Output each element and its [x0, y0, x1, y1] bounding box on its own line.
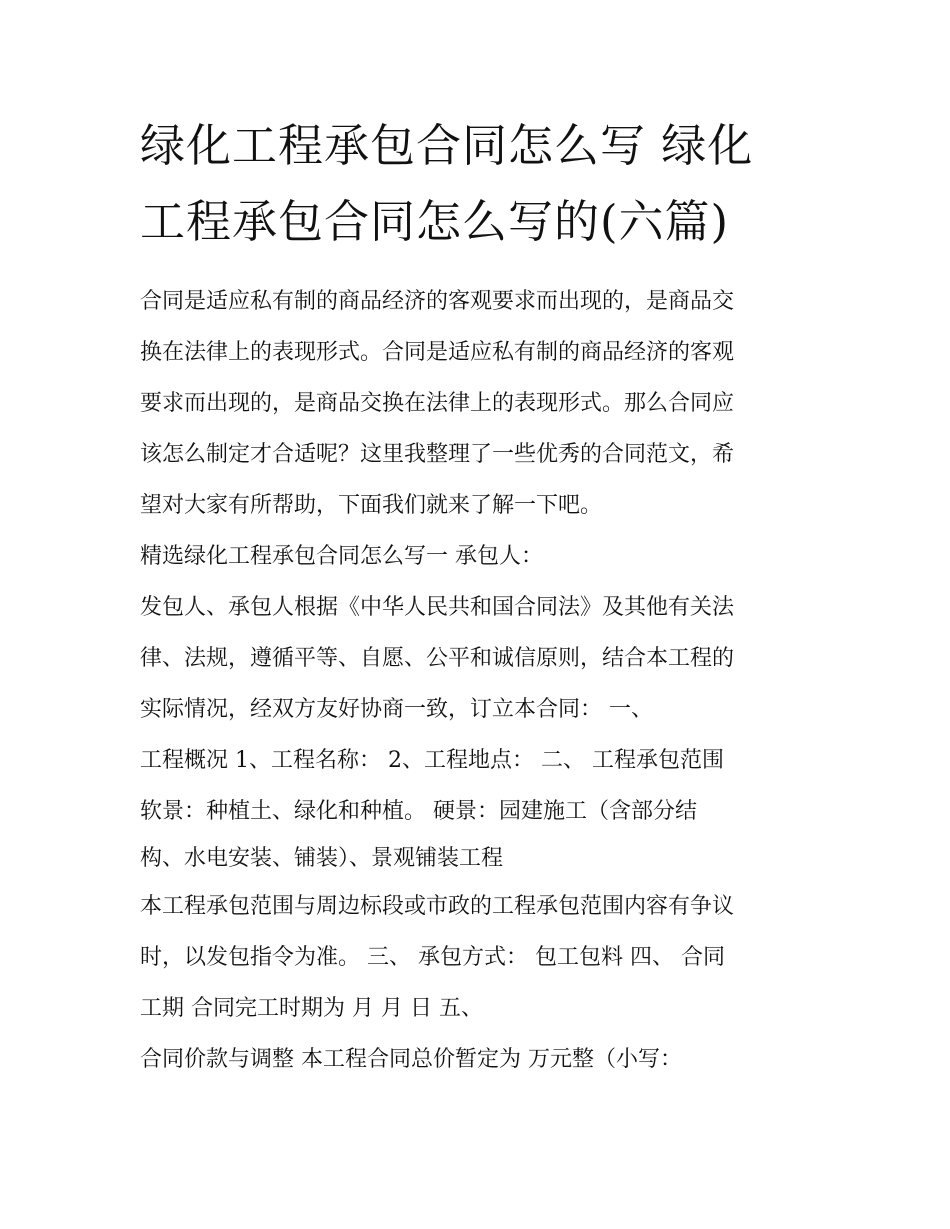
document-title — [140, 108, 820, 260]
document-body — [140, 276, 820, 1085]
text-line: 精选绿化工程承包合同怎么写一 承包人： — [140, 544, 543, 569]
text-line: 合同价款与调整 本工程合同总价暂定为 万元整（小写： — [140, 1047, 682, 1072]
intro-paragraph — [140, 276, 820, 531]
text-line: 软景：种植土、绿化和种植。 硬景：园建施工（含部分结 — [140, 799, 697, 824]
price-paragraph — [140, 1034, 820, 1085]
text-line: 合同是适应私有制的商品经济的客观要求而出现的，是商品交 — [140, 289, 735, 314]
text-line: 工程概况 1、工程名称： 2、工程地点： 二、 工程承包范围 — [140, 748, 724, 773]
text-line: 实际情况，经双方友好协商一致，订立本合同： 一、 — [140, 697, 653, 722]
scope-paragraph — [140, 881, 820, 1034]
text-line: 工期 合同完工时期为 月 月 日 五、 — [140, 996, 483, 1021]
text-line: 要求而出现的，是商品交换在法律上的表现形式。那么合同应 — [140, 391, 735, 416]
section-heading — [140, 531, 820, 582]
text-line: 本工程承包范围与周边标段或市政的工程承包范围内容有争议 — [140, 894, 735, 919]
text-line: 时，以发包指令为准。 三、 承包方式： 包工包料 四、 合同 — [140, 945, 725, 970]
text-line: 发包人、承包人根据《中华人民共和国合同法》及其他有关法 — [140, 595, 735, 620]
contract-paragraph — [140, 582, 820, 881]
text-line: 构、水电安装、铺装）、景观铺装工程 — [140, 846, 504, 871]
text-line: 律、法规，遵循平等、自愿、公平和诚信原则，结合本工程的 — [140, 646, 735, 671]
text-line: 换在法律上的表现形式。合同是适应私有制的商品经济的客观 — [140, 340, 735, 365]
text-line: 该怎么制定才合适呢？这里我整理了一些优秀的合同范文，希 — [140, 442, 735, 467]
text-line: 望对大家有所帮助，下面我们就来了解一下吧。 — [140, 493, 603, 518]
title-line-2: 工程承包合同怎么写的(六篇) — [140, 195, 730, 248]
title-line-1: 绿化工程承包合同怎么写 绿化 — [140, 119, 754, 172]
